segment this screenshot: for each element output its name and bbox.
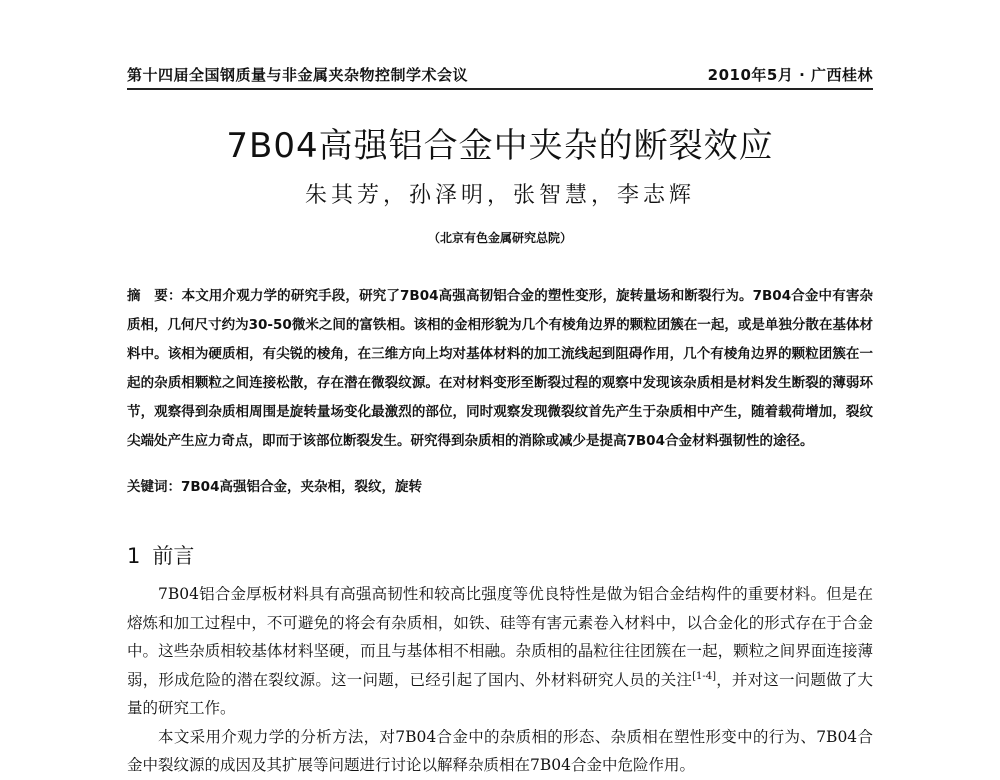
citation: [1-4] <box>692 670 717 682</box>
authors: 朱其芳，孙泽明，张智慧，李志辉 <box>304 183 695 208</box>
abstract <box>127 282 873 456</box>
affiliation: （北京有色金属研究总院） <box>427 231 572 245</box>
keywords-label: 关键词： <box>127 479 181 495</box>
conference-name: 第十四届全国钢质量与非金属夹杂物控制学术会议 <box>127 66 469 84</box>
date-place: 2010年5月 · 广西桂林 <box>707 66 873 84</box>
section-title: 前言 <box>152 544 195 568</box>
running-header <box>127 62 873 90</box>
keywords-text: 7B04高强铝合金，夹杂相，裂纹，旋转 <box>181 479 422 495</box>
keywords <box>127 475 873 495</box>
paper-title: 7B04高强铝合金中夹杂的断裂效应 <box>226 126 774 166</box>
paragraph-1-text-a: 7B04铝合金厚板材料具有高强高韧性和较高比强度等优良特性是做为铝合金结构件的重要材料。但是在熔炼和加工过程中，不可避免的将会有杂质相，如铁、硅等有害元素卷入材料中，以合金化的形式存在于合金中。这些杂质相较基体材料坚硬，而且与基体相不相融。杂质相的晶粒往往团簇在一起，颗粒之间界面连接薄弱，形成危险的潜在裂纹源。这一问题，已经引起了国内、外材料研究人员的关注 <box>127 585 873 689</box>
section-number: 1 <box>127 544 141 568</box>
paragraph-1-text-b: ，并对这一问题做了大量的研究工作。 <box>127 670 873 717</box>
abstract-label: 摘 要： <box>127 288 182 304</box>
paragraph-1 <box>127 580 873 723</box>
section-heading <box>127 540 194 570</box>
body-text <box>127 580 873 780</box>
paragraph-2: 本文采用介观力学的分析方法，对7B04合金中的杂质相的形态、杂质相在塑性形变中的行为、7B04合金中裂纹源的成因及其扩展等问题进行讨论以解释杂质相在7B04合金中危险作用。 <box>127 727 873 774</box>
abstract-text: 本文用介观力学的研究手段，研究了7B04高强高韧铝合金的塑性变形，旋转量场和断裂行为。7B04合金中有害杂质相，几何尺寸约为30-50微米之间的富铁相。该相的金相形貌为几个有棱角边界的颗粒团簇在一起，或是单独分散在基体材料中。该相为硬质相，有尖锐的棱角，在三维方向上均对基体材料的加工流线起到阻碍作用，几个有棱角边界的颗粒团簇在一起的杂质相颗粒之间连接松散，存在潜在微裂纹源。在对材料变形至断裂过程的观察中发现该杂质相是材料发生断裂的薄弱环节，观察得到杂质相周围是旋转量场变化最激烈的部位，同时观察发现微裂纹首先产生于杂质相中产生，随着载荷增加，裂纹尖端处产生应力奇点，即而于该部位断裂发生。研究得到杂质相的消除或减少是提高7B04合金材料强韧性的途径。 <box>127 288 873 449</box>
